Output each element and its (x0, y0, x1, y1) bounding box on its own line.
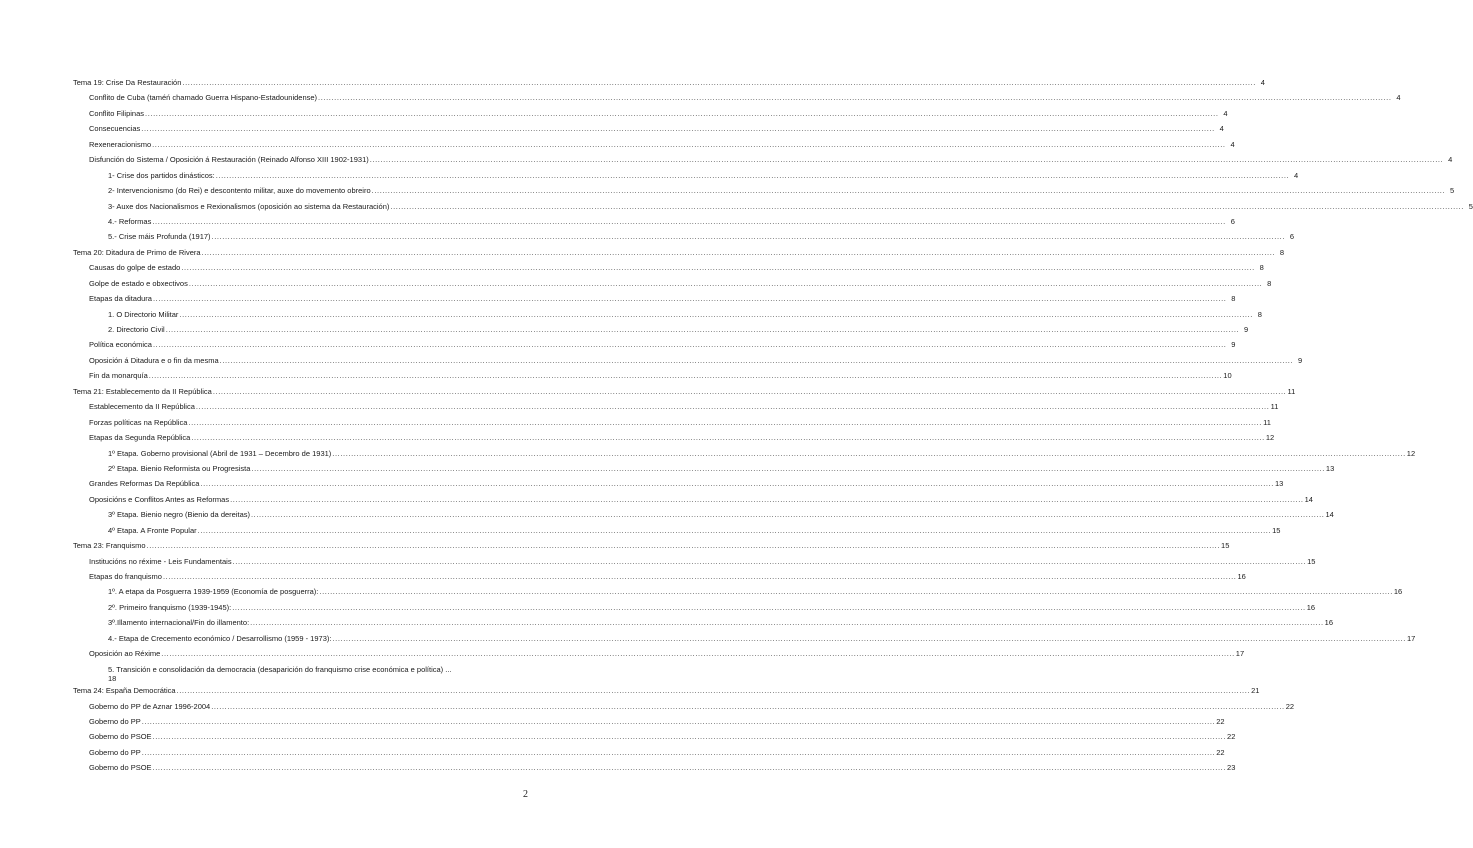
toc-entry-page: 15 (1307, 556, 1316, 566)
toc-entry-label: Oposición ao Réxime (89, 649, 161, 659)
toc-leader-dots: ................................................................................................................................................................................................................................................................................................................................................................................................................ (215, 170, 1290, 180)
toc-leader-dots: ................................................................................................................................................................................................................................................................................................................................................................................................................ (165, 325, 1240, 334)
toc-entry[interactable] (73, 430, 1275, 445)
toc-entry-page: 14 (1325, 510, 1334, 520)
toc-entry-page: 22 (1216, 747, 1225, 757)
toc-entry-page: 8 (1259, 263, 1264, 273)
toc-entry-label: Política económica (89, 340, 152, 350)
toc-entry[interactable] (73, 631, 1416, 646)
toc-leader-dots: ................................................................................................................................................................................................................................................................................................................................................................................................................ (369, 155, 1444, 165)
toc-entry-page: 11 (1263, 417, 1271, 427)
toc-leader-dots: ................................................................................................................................................................................................................................................................................................................................................................................................................ (148, 371, 1223, 381)
toc-chapter-entry[interactable] (73, 75, 1265, 90)
toc-entry[interactable] (73, 745, 1225, 760)
toc-entry-label: 2. Directorio Civil (108, 325, 165, 334)
toc-entry-page: 4 (1223, 108, 1228, 118)
toc-entry-label: Tema 21: Establecemento da II República (73, 386, 212, 396)
toc-entry[interactable] (73, 353, 1303, 368)
toc-leader-dots: ................................................................................................................................................................................................................................................................................................................................................................................................................ (197, 525, 1272, 535)
toc-leader-dots: ................................................................................................................................................................................................................................................................................................................................................................................................................ (251, 510, 1325, 520)
toc-entry-label: Etapas da Segunda República (89, 433, 191, 443)
toc-chapter-entry[interactable] (73, 683, 1260, 698)
toc-leader-dots: ................................................................................................................................................................................................................................................................................................................................................................................................................ (152, 340, 1227, 350)
toc-leader-dots: ................................................................................................................................................................................................................................................................................................................................................................................................................ (182, 78, 1256, 87)
toc-entry-page: 6 (1230, 216, 1235, 226)
toc-entry[interactable] (73, 368, 1232, 383)
toc-entry-page: 8 (1267, 278, 1272, 288)
toc-chapter-entry[interactable] (73, 245, 1285, 260)
toc-entry[interactable] (73, 461, 1335, 476)
toc-leader-dots: ................................................................................................................................................................................................................................................................................................................................................................................................................ (371, 186, 1446, 196)
toc-entry-label: Tema 24: España Democrática (73, 686, 176, 696)
toc-leader-dots: ................................................................................................................................................................................................................................................................................................................................................................................................................ (332, 633, 1406, 643)
toc-leader-dots: ................................................................................................................................................................................................................................................................................................................................................................................................................ (219, 355, 1294, 365)
toc-entry-page: 6 (1289, 232, 1295, 242)
toc-leader-dots: ................................................................................................................................................................................................................................................................................................................................................................................................................ (390, 201, 1464, 211)
toc-leader-dots: ................................................................................................................................................................................................................................................................................................................................................................................................................ (188, 278, 1263, 288)
toc-entry[interactable] (73, 291, 1236, 306)
toc-entry-page: 23 (1227, 763, 1236, 773)
toc-entry[interactable] (73, 90, 1401, 105)
toc-entry-label: Tema 19: Crise Da Restauración (73, 78, 182, 87)
toc-entry-page: 4 (1219, 124, 1224, 134)
toc-entry-page: 9 (1297, 355, 1303, 365)
toc-entry-label: Causas do golpe de estado (89, 263, 181, 273)
toc-entry-label: 1- Crise dos partidos dinásticos: (108, 170, 215, 180)
toc-entry[interactable] (73, 276, 1272, 291)
toc-entry[interactable] (73, 199, 1473, 214)
toc-entry-page: 13 (1274, 479, 1284, 489)
toc-entry[interactable] (73, 214, 1235, 229)
toc-entry-label: 2º. Primeiro franquismo (1939-1945): (108, 602, 232, 612)
toc-entry-page: 12 (1265, 433, 1275, 443)
toc-entry-page: 5 (1468, 201, 1473, 211)
toc-leader-dots: ................................................................................................................................................................................................................................................................................................................................................................................................................ (200, 479, 1274, 489)
toc-entry[interactable] (73, 646, 1245, 661)
toc-entry-label: Etapas da ditadura (89, 294, 152, 304)
toc-leader-dots: ................................................................................................................................................................................................................................................................................................................................................................................................................ (152, 216, 1226, 226)
toc-entry-label: 2- Intervencionismo (do Rei) e descontento militar, auxe do movemento obreiro (108, 186, 371, 196)
toc-entry-label: 3º Etapa. Bienio negro (Bienio da dereitas) (108, 510, 250, 520)
toc-leader-dots: ................................................................................................................................................................................................................................................................................................................................................................................................................ (332, 448, 1406, 458)
toc-chapter-entry[interactable] (73, 538, 1230, 553)
toc-entry-label: Goberno do PSOE (89, 763, 152, 773)
toc-leader-dots: ................................................................................................................................................................................................................................................................................................................................................................................................................ (211, 232, 1286, 242)
toc-entry-label: Conflito de Cuba (taméń chamado Guerra Hispano-Estadounidense) (89, 93, 318, 103)
toc-entry-page: 13 (1325, 463, 1335, 473)
toc-entry-label: Goberno do PSOE (89, 732, 152, 742)
toc-leader-dots: ................................................................................................................................................................................................................................................................................................................................................................................................................ (176, 686, 1251, 696)
toc-entry[interactable] (73, 714, 1225, 729)
toc-leader-dots: ................................................................................................................................................................................................................................................................................................................................................................................................................ (251, 463, 1325, 473)
toc-leader-dots: ................................................................................................................................................................................................................................................................................................................................................................................................................ (250, 618, 1324, 628)
toc-leader-dots: ................................................................................................................................................................................................................................................................................................................................................................................................................ (188, 417, 1262, 427)
toc-entry[interactable] (73, 106, 1228, 121)
toc-entry[interactable] (73, 662, 528, 684)
toc-entry-page: 9 (1244, 325, 1249, 334)
toc-entry-page: 8 (1279, 247, 1285, 257)
toc-entry-page: 22 (1227, 732, 1236, 742)
toc-entry-label: Consecuencias (89, 124, 141, 134)
toc-leader-dots: ................................................................................................................................................................................................................................................................................................................................................................................................................ (152, 139, 1226, 149)
toc-entry-page: 4 (1294, 170, 1299, 180)
toc-entry-page: 11 (1270, 402, 1279, 412)
toc-entry[interactable] (73, 507, 1334, 522)
toc-leader-dots: ................................................................................................................................................................................................................................................................................................................................................................................................................ (141, 747, 1216, 757)
toc-leader-dots: ................................................................................................................................................................................................................................................................................................................................................................................................................ (161, 649, 1235, 659)
toc-entry-label: 1º Etapa. Goberno provisional (Abril de 1931 – Decembro de 1931) (108, 448, 332, 458)
toc-entry-label: Forzas políticas na República (89, 417, 188, 427)
toc-entry-page: 14 (1304, 494, 1313, 504)
toc-entry[interactable] (73, 554, 1316, 569)
toc-entry-label: 4.- Etapa de Crecemento económico / Desarrollismo (1959 - 1973): (108, 633, 332, 643)
toc-entry-page: 17 (1406, 633, 1416, 643)
toc-entry-label: Rexeneracionismo (89, 139, 152, 149)
toc-entry-label: 4º Etapa. A Fronte Popular (108, 525, 197, 535)
toc-entry[interactable] (73, 600, 1316, 615)
toc-entry-page: 15 (1272, 525, 1281, 535)
toc-entry[interactable] (73, 399, 1279, 414)
toc-entry-page: 4 (1230, 139, 1235, 149)
toc-entry-label: Golpe de estado e obxectivos (89, 278, 188, 288)
toc-entry-page: 9 (1231, 340, 1236, 350)
toc-leader-dots: ................................................................................................................................................................................................................................................................................................................................................................................................................ (146, 541, 1221, 551)
toc-entry-page: 18 (108, 673, 117, 683)
toc-entry[interactable] (73, 168, 1299, 183)
toc-entry-page: 21 (1251, 686, 1260, 696)
toc-entry-page: 22 (1285, 701, 1295, 711)
toc-leader-dots: ................................................................................................................................................................................................................................................................................................................................................................................................................ (318, 93, 1392, 103)
toc-entry-label: Institucións no réxime - Leis Fundamentais (89, 556, 232, 566)
page-number: 2 (523, 789, 528, 800)
toc-entry[interactable] (73, 260, 1264, 275)
toc-leader-dots: ................................................................................................................................................................................................................................................................................................................................................................................................................ (191, 433, 1265, 443)
toc-entry-label: 1. O Directorio Militar (108, 309, 179, 319)
toc-leader-dots: ................................................................................................................................................................................................................................................................................................................................................................................................................ (212, 386, 1287, 396)
toc-entry[interactable] (73, 229, 1295, 244)
toc-entry-label: Etapas do franquismo (89, 572, 162, 581)
toc-leader-dots: ................................................................................................................................................................................................................................................................................................................................................................................................................ (152, 294, 1227, 304)
table-of-contents (73, 75, 1473, 776)
toc-leader-dots: ................................................................................................................................................................................................................................................................................................................................................................................................................ (152, 732, 1227, 742)
toc-entry-page: 16 (1324, 618, 1333, 628)
toc-leader-dots: ................................................................................................................................................................................................................................................................................................................................................................................................................ (232, 556, 1307, 566)
toc-entry[interactable] (73, 584, 1403, 599)
toc-leader-dots: ................................................................................................................................................................................................................................................................................................................................................................................................................ (145, 108, 1219, 118)
toc-entry-page: 16 (1393, 587, 1403, 597)
toc-entry[interactable] (73, 729, 1236, 744)
toc-entry-label: Oposición á Ditadura e o fin da mesma (89, 355, 219, 365)
toc-entry-label: 3- Auxe dos Nacionalismos e Rexionalismos (oposición ao sistema da Restauración) (108, 201, 390, 211)
toc-entry-label: 1º. A etapa da Posguerra 1939-1959 (Economía de posguerra): (108, 587, 319, 597)
toc-leader-dots: ... (443, 664, 452, 674)
toc-entry-page: 16 (1237, 572, 1246, 581)
toc-leader-dots: ................................................................................................................................................................................................................................................................................................................................................................................................................ (319, 587, 1393, 597)
toc-leader-dots: ................................................................................................................................................................................................................................................................................................................................................................................................................ (230, 494, 1304, 504)
toc-entry[interactable] (73, 121, 1224, 136)
toc-entry-page: 16 (1306, 602, 1316, 612)
toc-entry[interactable] (73, 523, 1281, 538)
toc-entry-page: 5 (1449, 186, 1455, 196)
toc-entry-label: 5. Transición e consolidación da democracia (desaparición do franquismo crise económica e política) (108, 664, 444, 674)
toc-entry-label: 5.- Crise máis Profunda (1917) (108, 232, 211, 242)
toc-leader-dots: ................................................................................................................................................................................................................................................................................................................................................................................................................ (152, 763, 1227, 773)
toc-chapter-entry[interactable] (73, 384, 1296, 399)
toc-leader-dots: ................................................................................................................................................................................................................................................................................................................................................................................................................ (201, 247, 1276, 257)
toc-entry-label: 2º Etapa. Bienio Reformista ou Progresista (108, 463, 251, 473)
toc-entry[interactable] (73, 322, 1249, 337)
toc-entry-label: Goberno do PP (89, 747, 141, 757)
toc-leader-dots: ................................................................................................................................................................................................................................................................................................................................................................................................................ (141, 124, 1215, 134)
toc-entry-page: 11 (1287, 386, 1296, 396)
toc-entry-label: 3º.Illamento internacional/Fin do illamento: (108, 618, 250, 628)
toc-entry[interactable] (73, 183, 1455, 198)
toc-entry[interactable] (73, 337, 1236, 352)
toc-leader-dots: ................................................................................................................................................................................................................................................................................................................................................................................................................ (179, 309, 1253, 319)
toc-entry-label: Fin da monarquía (89, 371, 148, 381)
toc-entry[interactable] (73, 415, 1271, 430)
toc-entry-label: Oposicións e Conflitos Antes as Reformas (89, 494, 230, 504)
toc-entry-page: 15 (1221, 541, 1230, 551)
toc-leader-dots: ................................................................................................................................................................................................................................................................................................................................................................................................................ (141, 717, 1216, 726)
toc-entry[interactable] (73, 152, 1453, 167)
toc-entry-page: 12 (1406, 448, 1416, 458)
toc-entry[interactable] (73, 760, 1236, 775)
toc-entry-page: 8 (1231, 294, 1236, 304)
toc-entry[interactable] (73, 446, 1416, 461)
toc-entry[interactable] (73, 492, 1313, 507)
toc-leader-dots: ................................................................................................................................................................................................................................................................................................................................................................................................................ (232, 602, 1306, 612)
toc-entry-page: 17 (1235, 649, 1245, 659)
toc-entry[interactable] (73, 699, 1295, 714)
toc-entry[interactable] (73, 476, 1284, 491)
toc-leader-dots: ................................................................................................................................................................................................................................................................................................................................................................................................................ (211, 701, 1285, 711)
toc-entry-label: 4.- Reformas (108, 216, 152, 226)
toc-entry-label: Grandes Reformas Da República (89, 479, 200, 489)
toc-entry-label: Conflito Filipinas (89, 108, 145, 118)
toc-entry[interactable] (73, 569, 1246, 584)
toc-entry-page: 10 (1223, 371, 1232, 381)
toc-entry-page: 4 (1396, 93, 1401, 103)
toc-leader-dots: ................................................................................................................................................................................................................................................................................................................................................................................................................ (162, 572, 1237, 581)
toc-entry[interactable] (73, 307, 1262, 322)
toc-leader-dots: ................................................................................................................................................................................................................................................................................................................................................................................................................ (195, 402, 1270, 412)
toc-leader-dots: ................................................................................................................................................................................................................................................................................................................................................................................................................ (181, 263, 1255, 273)
toc-entry-page: 8 (1257, 309, 1262, 319)
toc-entry-page: 22 (1216, 717, 1225, 726)
toc-entry-label: Goberno do PP de Aznar 1996-2004 (89, 701, 211, 711)
toc-entry[interactable] (73, 137, 1235, 152)
toc-entry-label: Establecemento da II República (89, 402, 195, 412)
toc-entry-label: Disfunción do Sistema / Oposición á Restauración (Reinado Alfonso XIII 1902-1931) (89, 155, 369, 165)
toc-entry-label: Tema 23: Franquismo (73, 541, 146, 551)
toc-entry-label: Tema 20: Ditadura de Primo de Rivera (73, 247, 201, 257)
toc-entry-page: 4 (1448, 155, 1453, 165)
toc-entry-page: 4 (1260, 78, 1265, 87)
toc-entry-label: Goberno do PP (89, 717, 141, 726)
toc-entry[interactable] (73, 615, 1333, 630)
